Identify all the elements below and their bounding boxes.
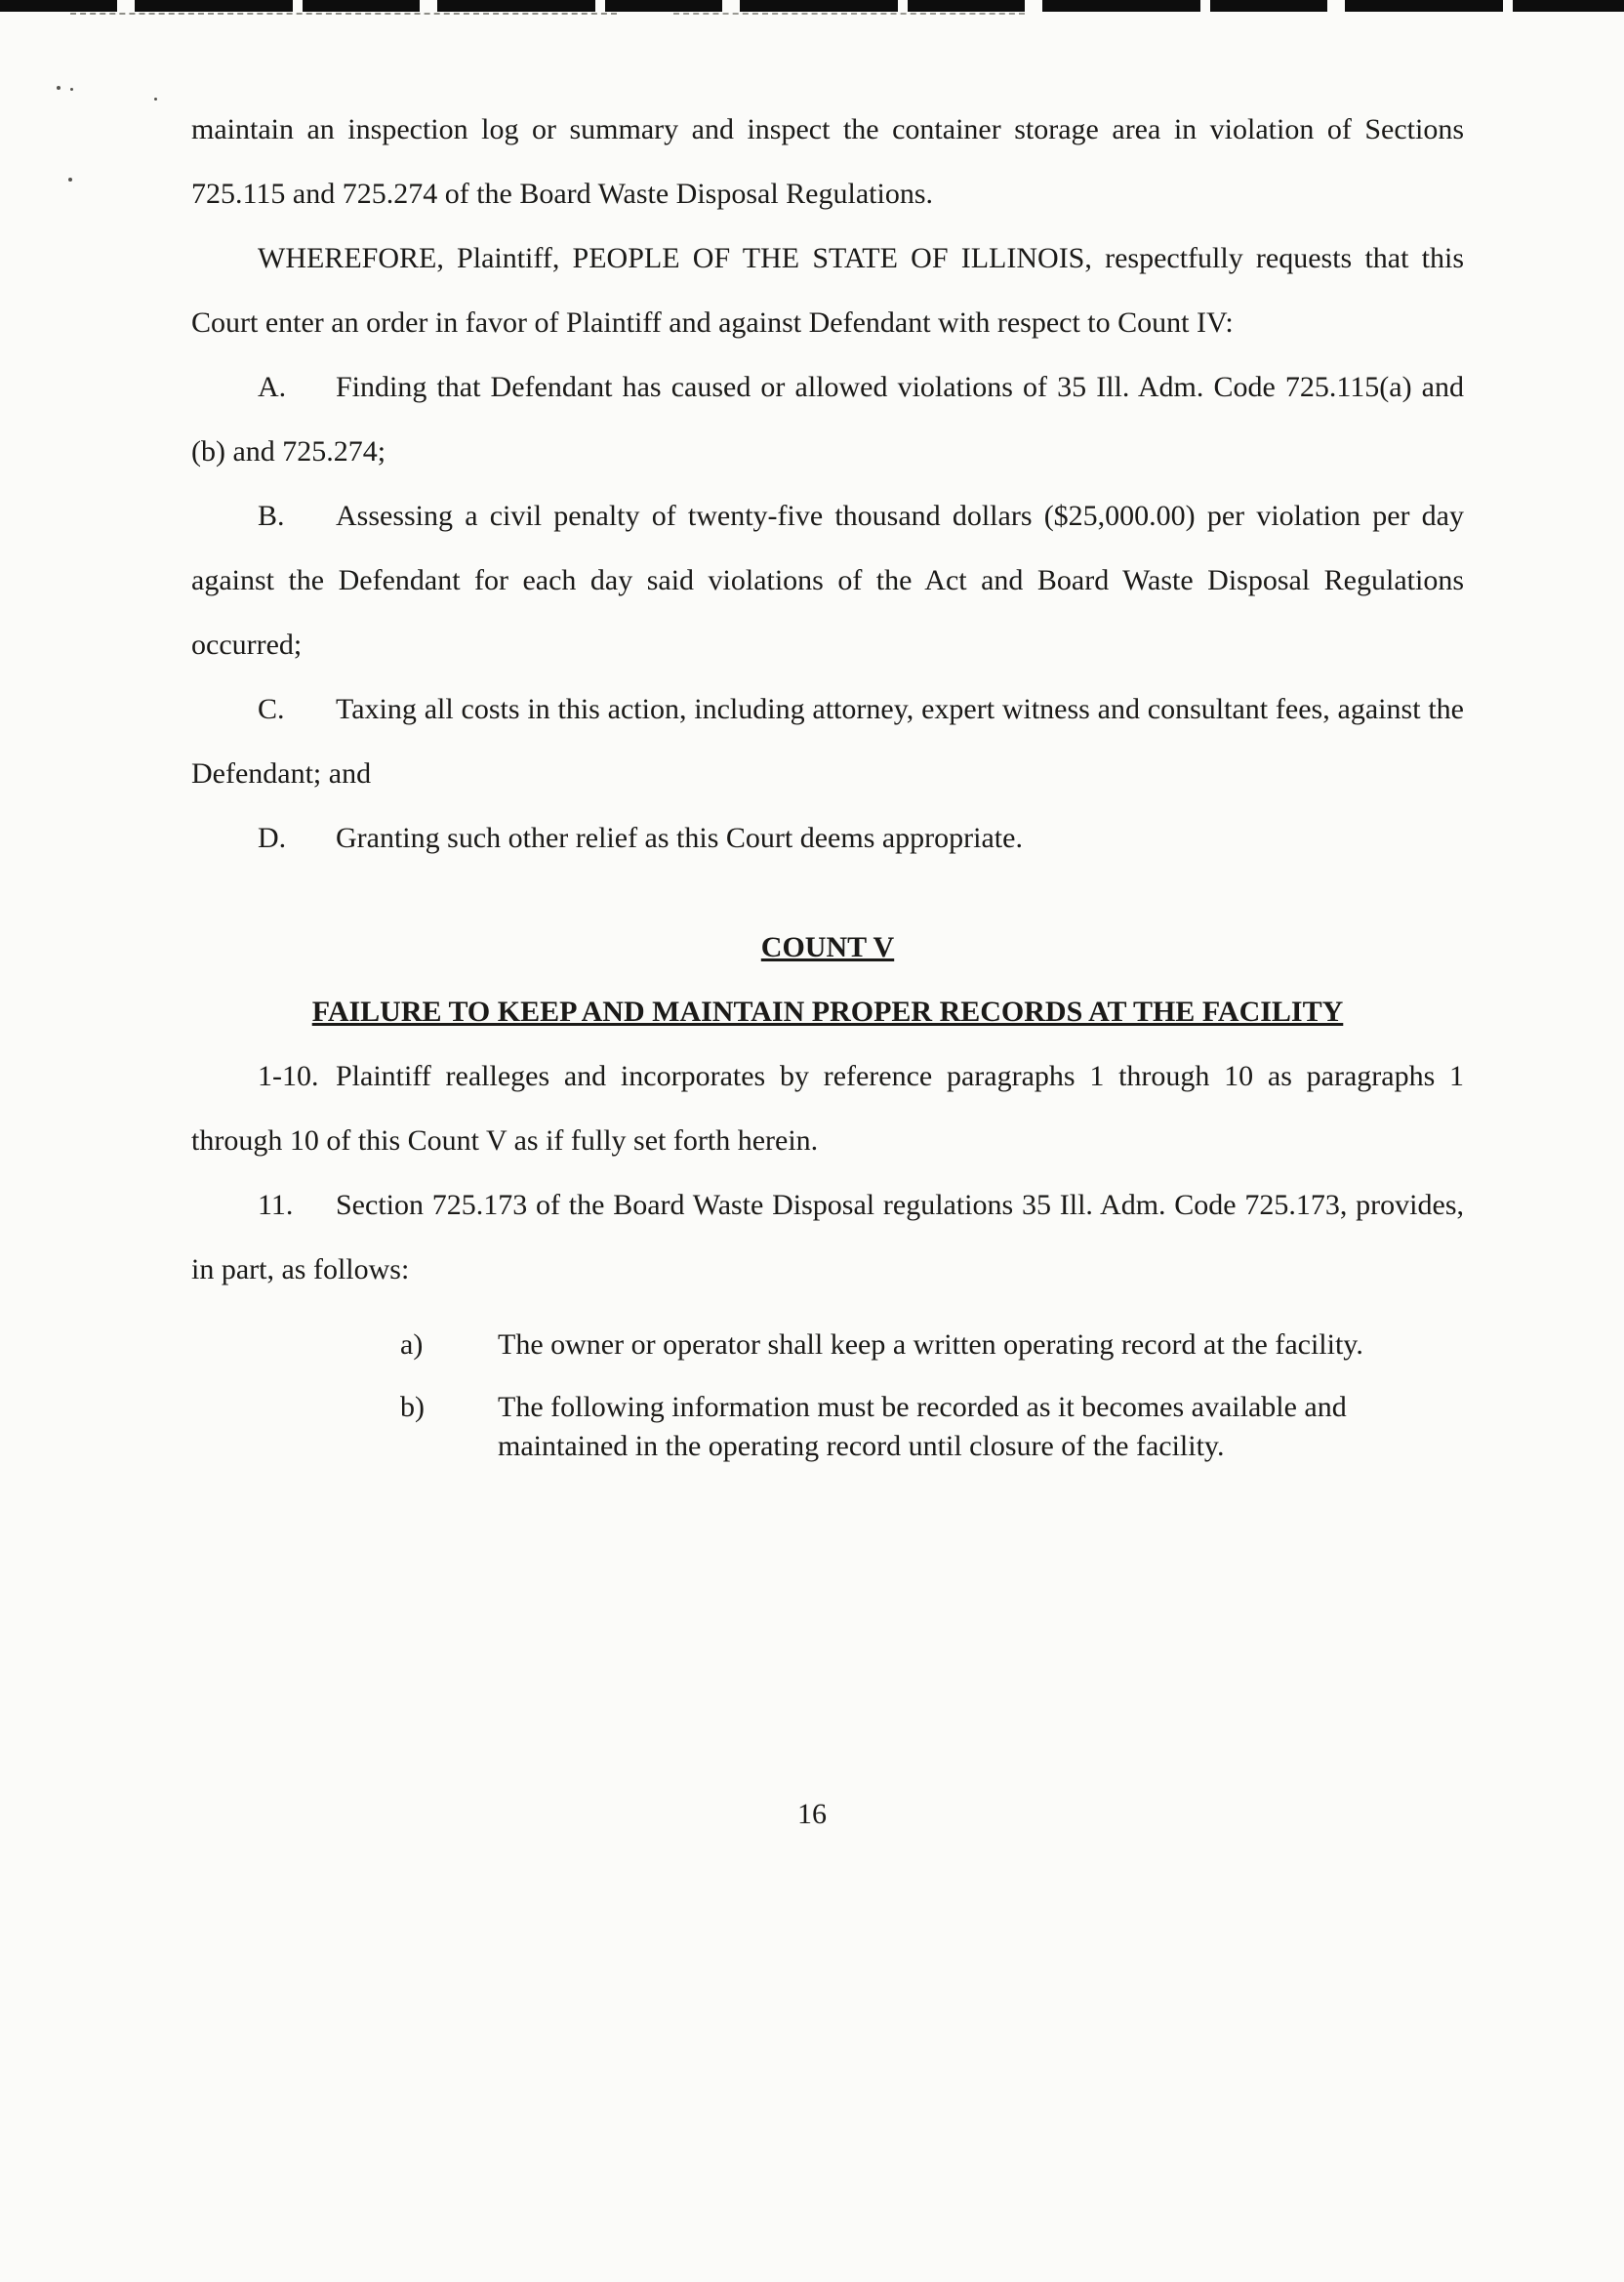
scan-artifact-top-bar (0, 0, 1624, 12)
relief-item-text: Taxing all costs in this action, including attorney, expert witness and consultant fees, against the Defendant; and (191, 693, 1464, 790)
paragraph-number-label: 1-10. (258, 1060, 319, 1092)
count-heading (191, 916, 1464, 980)
scan-speck (70, 88, 73, 91)
subitem-label: a) (400, 1328, 424, 1361)
relief-item-label: B. (258, 500, 285, 532)
subitem-label: b) (400, 1391, 425, 1423)
paragraph-number-label: 11. (258, 1189, 294, 1221)
relief-item-text: Finding that Defendant has caused or allowed violations of 35 Ill. Adm. Code 725.115(a) and (b) and 725.274; (191, 371, 1464, 468)
paragraph-continuation: maintain an inspection log or summary and inspect the container storage area in violation of Sections 725.115 and 725.274 of the Board Waste Disposal Regulations. (191, 113, 1464, 210)
subitem-b (400, 1388, 1464, 1466)
page-number: 16 (797, 1798, 827, 1830)
relief-item-label: A. (258, 371, 287, 403)
relief-item-d (191, 806, 1464, 871)
paragraph-11 (191, 1173, 1464, 1302)
paragraph-text: Plaintiff realleges and incorporates by reference paragraphs 1 through 10 as paragraphs 1 through 10 of this Count V as if fully set forth herein. (191, 1060, 1464, 1157)
document-body (191, 98, 1464, 1466)
count-heading-text: COUNT V (760, 931, 895, 963)
paragraph-text: Section 725.173 of the Board Waste Disposal regulations 35 Ill. Adm. Code 725.173, provides, in part, as follows: (191, 1189, 1464, 1285)
scan-speck (57, 86, 61, 90)
count-title-heading (191, 980, 1464, 1044)
scan-speck (154, 98, 157, 101)
relief-item-c (191, 677, 1464, 806)
scan-artifact-dashed-line (673, 13, 1025, 15)
relief-item-a (191, 355, 1464, 484)
subitem-text: The owner or operator shall keep a written operating record at the facility. (498, 1328, 1363, 1361)
relief-item-text: Granting such other relief as this Court deems appropriate. (336, 822, 1023, 854)
paragraph-realleges (191, 1044, 1464, 1173)
relief-item-b (191, 484, 1464, 677)
paragraph-wherefore: WHEREFORE, Plaintiff, PEOPLE OF THE STATE OF ILLINOIS, respectfully requests that this Court enter an order in favor of Plaintiff and against Defendant with respect to Count IV: (191, 242, 1464, 339)
relief-item-label: D. (258, 822, 287, 854)
relief-item-text: Assessing a civil penalty of twenty-five thousand dollars ($25,000.00) per violation per day against the Defendant for each day said violations of the Act and Board Waste Disposal Regulations occurred; (191, 500, 1464, 661)
relief-item-label: C. (258, 693, 285, 725)
subitem-a (400, 1325, 1464, 1365)
scan-artifact-dashed-line (70, 13, 617, 15)
scan-speck (68, 178, 72, 182)
count-title-text: FAILURE TO KEEP AND MAINTAIN PROPER RECORDS AT THE FACILITY (311, 996, 1344, 1028)
subitem-text: The following information must be recorded as it becomes available and maintained in the operating record until closure of the facility. (498, 1391, 1347, 1462)
